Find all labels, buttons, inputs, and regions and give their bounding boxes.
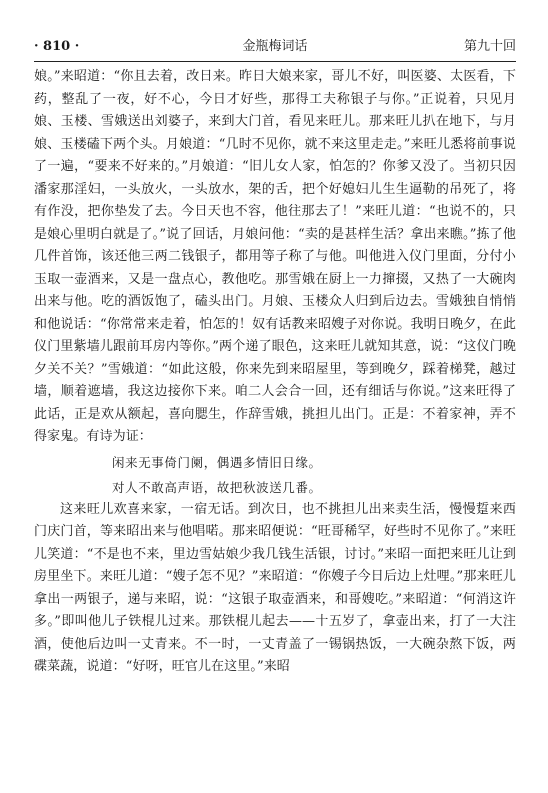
verse-line: 闲来无事倚门阑，偶遇多情旧日缘。	[112, 454, 322, 470]
paragraph: 这来旺儿欢喜来家，一宿无话。到次日，也不挑担儿出来卖生活，慢慢踅来西门庆门首，等来昭出来与他唱喏。那来昭便说：“旺哥稀罕，好些时不见你了。”来旺儿笑道：“不是也不来，里边雪姑娘少我几钱生活银，讨讨。”来昭一面把来旺儿让到房里坐下。来旺儿道：“嫂子怎不见？”来昭道：“你嫂子今日后边上灶哩。”那来旺儿拿出一两银子，递与来昭，说：“这银子取壶酒来，和哥嫂吃。”来昭道：“何消这许多。”即叫他儿子铁棍儿过来。那铁棍儿起去——十五岁了，拿壶出来，打了一大注酒，使他后边叫一丈青来。不一时，一丈青盖了一锡锅热饭，一大碗杂熬下饭，两碟菜蔬，说道：“好呀，旺官儿在这里。”来昭	[34, 501, 516, 674]
page-header	[34, 36, 516, 58]
page-number: · 810 ·	[34, 39, 80, 54]
paragraph: 娘。”来昭道：“你且去着，改日来。昨日大娘来家，哥儿不好，叫医婆、太医看，下药，整乱了一夜，好不心，今日才好些，那得工夫称银子与你。”正说着，只见月娘、玉楼、雪娥送出刘婆子，来到大门首，看见来旺儿。那来旺儿扒在地下，与月娘、玉楼磕下两个头。月娘道：“几时不见你，就不来这里走走。”来旺儿悉将前事说了一遍，“要来不好来的。”月娘道：“旧儿女人家，怕怎的？你爹又没了。当初只因潘家那淫妇，一头放火，一头放水，架的舌，把个好媳妇儿生生逼勒的吊死了，将有作没，把你垫发了去。今日天也不容，他往那去了！”来旺儿道：“也说不的，只是娘心里明白就是了。”说了回话，月娘问他：“卖的是甚样生活？拿出来瞧。”拣了他几件首饰，该还他三两二钱银子，都用等子称了与他。叫他进入仪门里面，分付小玉取一壶酒来，又是一盘点心，教他吃。那雪娥在厨上一力撺掇，又热了一大碗肉出来与他。吃的酒饭饱了，磕头出门。月娘、玉楼众人归到后边去。雪娥独自悄悄和他说话：“你常常来走着，怕怎的！奴有话教来昭嫂子对你说。我明日晚夕，在此仪门里紫墙儿跟前耳房内等你。”两个递了眼色，这来旺儿就知其意，说：“这仪门晚夕关不关？”雪娥道：“如此这般，你来先到来昭屋里，等到晚夕，踩着梯凳，越过墙，顺着遮墙，我这边接你下来。咱二人会合一回，还有细话与你说。”这来旺得了此话，正是欢从额起，喜向腮生，作辞雪娥，挑担儿出门。正是：不着家神，弄不得家鬼。有诗为证：	[34, 69, 516, 444]
page-body	[34, 66, 516, 679]
chapter-title: 第九十回	[463, 39, 516, 54]
book-title: 金瓶梅词话	[242, 39, 308, 54]
verse-line: 对人不敢高声语，故把秋波送几番。	[112, 479, 322, 495]
header-rule	[34, 61, 516, 62]
